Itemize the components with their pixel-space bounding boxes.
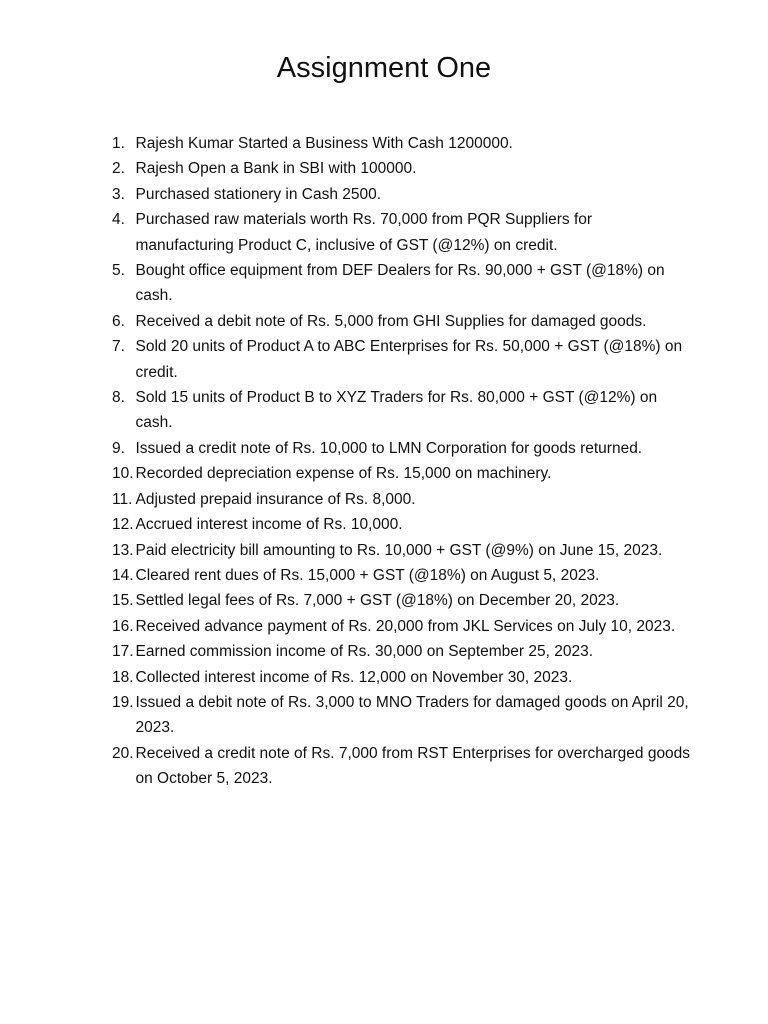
list-item-text: Paid electricity bill amounting to Rs. 10,000 + GST (@9%) on June 15, 2023. <box>135 541 663 559</box>
list-item <box>112 436 692 461</box>
list-item-text: Issued a credit note of Rs. 10,000 to LMN Corporation for goods returned. <box>135 439 643 457</box>
list-item-text: Purchased stationery in Cash 2500. <box>135 185 382 203</box>
list-item-number: 18. <box>112 668 134 686</box>
list-item-text: Cleared rent dues of Rs. 15,000 + GST (@18%) on August 5, 2023. <box>135 566 600 584</box>
list-item <box>112 461 692 486</box>
list-item <box>112 512 692 537</box>
assignment-list <box>112 131 692 792</box>
list-item-number: 2. <box>112 160 125 178</box>
list-item-text: Issued a debit note of Rs. 3,000 to MNO Traders for damaged goods on April 20, 2023. <box>135 693 689 737</box>
list-item-number: 13. <box>112 541 134 559</box>
list-item-number: 14. <box>112 566 134 584</box>
list-item-number: 8. <box>112 389 125 407</box>
document-title: Assignment One <box>276 52 492 84</box>
list-item <box>112 207 692 258</box>
list-item <box>112 588 692 613</box>
list-item-number: 15. <box>112 592 134 610</box>
list-item-number: 19. <box>112 693 134 711</box>
list-item-text: Recorded depreciation expense of Rs. 15,000 on machinery. <box>135 465 552 483</box>
list-item-text: Rajesh Kumar Started a Business With Cash 1200000. <box>135 135 513 152</box>
list-item-text: Earned commission income of Rs. 30,000 on September 25, 2023. <box>135 643 594 661</box>
list-item-number: 5. <box>112 262 125 280</box>
list-item <box>112 487 692 512</box>
list-item <box>112 258 692 309</box>
list-item <box>112 614 692 639</box>
list-item-number: 4. <box>112 211 125 229</box>
list-item <box>112 665 692 690</box>
list-item-number: 20. <box>112 744 134 762</box>
list-item-text: Sold 20 units of Product A to ABC Enterprises for Rs. 50,000 + GST (@18%) on credit. <box>135 338 683 381</box>
list-item-number: 7. <box>112 338 125 356</box>
list-item <box>112 156 692 181</box>
list-item-text: Settled legal fees of Rs. 7,000 + GST (@18%) on December 20, 2023. <box>135 592 620 610</box>
list-item-text: Rajesh Open a Bank in SBI with 100000. <box>135 160 417 178</box>
list-item-number: 9. <box>112 439 125 457</box>
list-item <box>112 538 692 563</box>
list-item-text: Received a credit note of Rs. 7,000 from RST Enterprises for overcharged goods on October 5, 2023. <box>135 744 691 788</box>
list-item <box>112 639 692 664</box>
list-item-text: Received advance payment of Rs. 20,000 from JKL Services on July 10, 2023. <box>135 617 676 635</box>
list-item-number: 12. <box>112 516 134 534</box>
list-item-text: Bought office equipment from DEF Dealers for Rs. 90,000 + GST (@18%) on cash. <box>135 262 665 305</box>
list-item <box>112 563 692 588</box>
list-item <box>112 690 692 741</box>
list-item-text: Accrued interest income of Rs. 10,000. <box>135 516 403 534</box>
list-item-number: 16. <box>112 617 134 635</box>
list-item-number: 17. <box>112 643 134 661</box>
list-item-text: Purchased raw materials worth Rs. 70,000 from PQR Suppliers for manufacturing Product C, inclusive of GST (@12%) on credit. <box>135 211 593 254</box>
list-item-number: 1. <box>112 135 125 152</box>
list-item-number: 3. <box>112 185 125 203</box>
list-item-number: 11. <box>112 490 133 508</box>
list-item-text: Collected interest income of Rs. 12,000 on November 30, 2023. <box>135 668 573 686</box>
list-item-number: 10. <box>112 465 134 483</box>
list-item-text: Received a debit note of Rs. 5,000 from GHI Supplies for damaged goods. <box>135 312 647 330</box>
list-item-text: Sold 15 units of Product B to XYZ Traders for Rs. 80,000 + GST (@12%) on cash. <box>135 389 658 432</box>
list-item <box>112 385 692 436</box>
list-item-text: Adjusted prepaid insurance of Rs. 8,000. <box>135 490 416 508</box>
list-item <box>112 131 692 156</box>
list-item-number: 6. <box>112 312 125 330</box>
list-item <box>112 334 692 385</box>
list-item <box>112 309 692 334</box>
list-item <box>112 182 692 207</box>
list-item <box>112 741 692 792</box>
